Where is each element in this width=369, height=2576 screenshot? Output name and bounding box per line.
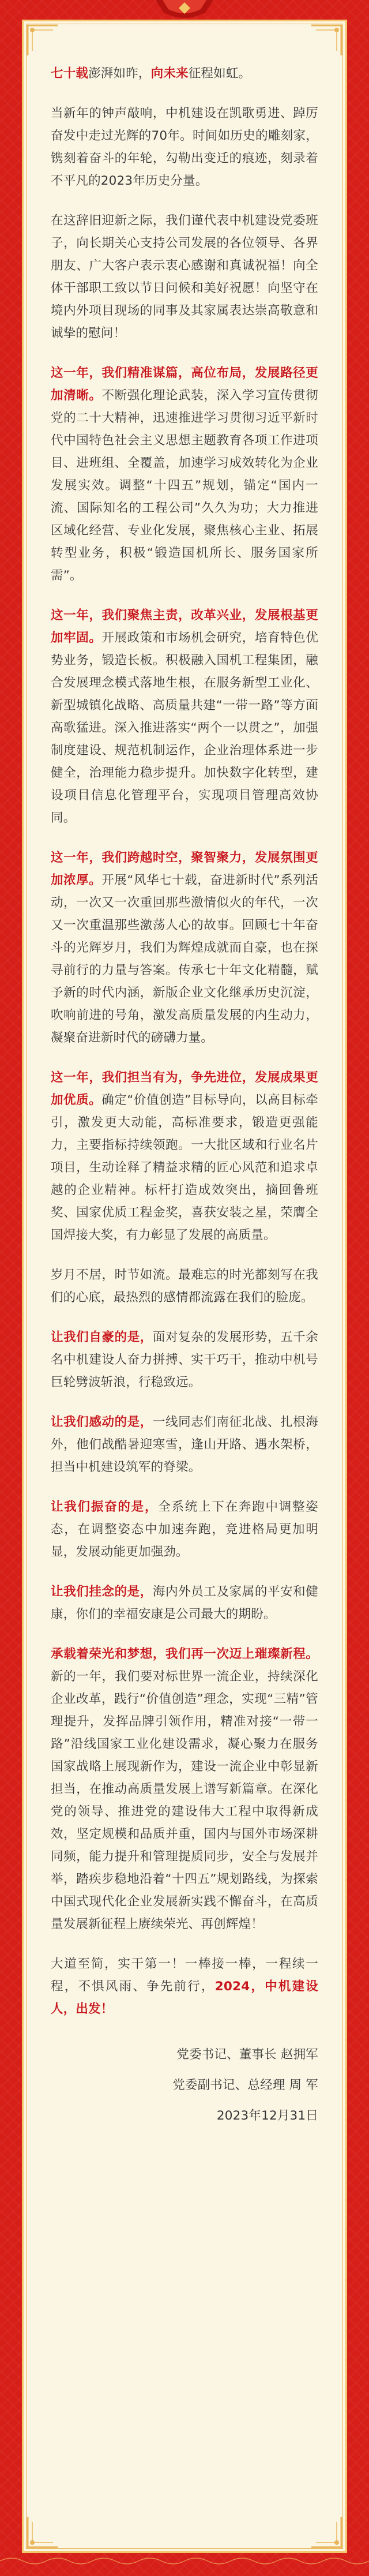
- closing-highlight: 2024，中机建设人，出发！: [51, 1979, 319, 2016]
- closing-paragraph: [51, 1953, 318, 2020]
- paragraph-lead: 承载着荣光和梦想，我们再一次迈上璀璨新程。: [51, 1647, 318, 1661]
- paragraph-body: 面对复杂的发展形势，五千余名中机建设人奋力拼搏、实干巧干，推动中机号巨轮劈波斩浪，行稳致远。: [51, 1330, 318, 1390]
- corner-ornament-icon: [309, 2515, 344, 2549]
- corner-ornament-icon: [25, 2515, 60, 2549]
- paragraph-lead: 让我们挂念的是，: [51, 1585, 153, 1599]
- opening-line: [51, 62, 318, 85]
- body-text: 征程如虹。: [188, 66, 251, 81]
- corner-ornament-icon: [25, 23, 60, 58]
- paragraph-lead: 这一年，我们精准谋篇，高位布局，发展路径更加清晰。: [51, 366, 318, 403]
- paragraph-lead: 这一年，我们担当有为，争先进位，发展成果更加优质。: [51, 1070, 318, 1107]
- paragraph-body: 海内外员工及家属的平安和健康，你们的幸福安康是公司最大的期盼。: [51, 1585, 318, 1622]
- paragraph-lead: 这一年，我们跨越时空，聚智聚力，发展氛围更加浓厚。: [51, 851, 318, 888]
- signatory-general-manager: 党委副书记、总经理 周 军: [172, 2078, 318, 2092]
- paragraph-lead: 这一年，我们聚焦主责，改革兴业，发展根基更加牢固。: [51, 608, 318, 645]
- paragraph: 在这辞旧迎新之际，我们谨代表中机建设党委班子，向长期关心支持公司发展的各位领导、各界朋友、广大客户表示衷心感谢和真诚祝福！向全体干部职工致以节日问候和美好祝愿！向坚守在境内外项目现场的同事及其家属表达崇高敬意和诚挚的慰问！: [51, 214, 318, 340]
- paragraph-body: 开展“风华七十载，奋进新时代”系列活动，一次又一次重回那些激情似火的年代，一次又一次重温那些激荡人心的故事。回顾七十年奋斗的光辉岁月，我们为辉煌成就而自豪，也在探寻前行的力量与答案。传承七十年文化精髓，赋予新的时代内涵，新版企业文化继承历史沉淀，吹响前进的号角，激发高质量发展的内生动力，凝聚奋进新时代的磅礴力量。: [51, 873, 318, 1045]
- paragraph: [51, 1643, 318, 1935]
- paragraph: 当新年的钟声敲响，中机建设在凯歌勇进、踔厉奋发中走过光辉的70年。时间如历史的雕刻家，镌刻着奋斗的年轮，勾勒出变迁的痕迹，刻录着不平凡的2023年历史分量。: [51, 106, 318, 188]
- paragraph: 岁月不居，时节如流。最难忘的时光都刻写在我们的心底，最热烈的感情都流露在我们的脸庞。: [51, 1268, 318, 1305]
- paragraph-lead: 让我们自豪的是，: [51, 1330, 153, 1345]
- paragraph-lead: 让我们感动的是，: [51, 1415, 153, 1429]
- bottom-pattern-icon: [0, 2555, 369, 2567]
- paragraph: [51, 362, 318, 587]
- paragraph: [51, 1326, 318, 1394]
- signature-block: [51, 2043, 318, 2127]
- paragraph-body: 一线同志们南征北战、扎根海外，他们战酷暑迎寒雪，逢山开路、遇水架桥，担当中机建设筑军的脊梁。: [51, 1415, 318, 1474]
- paragraph: [51, 847, 318, 1049]
- letter-content: [51, 62, 318, 2135]
- corner-ornament-icon: [309, 23, 344, 58]
- paragraph: [51, 1411, 318, 1478]
- paragraph-body: 确定“价值创造”目标导向，以高目标牵引，激发更大动能，高标准要求，锻造更强能力，主要指标持续领跑。一大批区域和行业名片项目，生动诠释了精益求精的匠心风范和追求卓越的企业精神。标杆打造成效突出，摘回鲁班奖、国家优质工程金奖，喜获安装之星，荣膺全国焊接大奖，有力彰显了发展的高质量。: [51, 1093, 318, 1242]
- top-ornament-icon: [150, 0, 219, 20]
- paragraph-lead: 让我们振奋的是，: [51, 1500, 159, 1514]
- highlight-text: 向未来: [150, 66, 189, 81]
- signatory-chairman: 党委书记、董事长 赵拥军: [176, 2047, 318, 2062]
- highlight-text: 七十载: [51, 66, 89, 81]
- paragraph: [51, 1066, 318, 1246]
- letter-paper: [22, 20, 347, 2553]
- paragraph-body: 新的一年，我们要对标世界一流企业，持续深化企业改革，践行“价值创造”理念，实现“三精”管理提升，发挥品牌引领作用，精准对接“一带一路”沿线国家工业化建设需求，凝心聚力在服务国家战略上展现新作为，建设一流企业中彰显新担当，在推动高质量发展上谱写新篇章。在深化党的领导、推进党的建设伟大工程中取得新成效，坚定规模和品质并重，国内与国外市场深耕同频，能力提升和管理提质同步，安全与发展并举，踏疾步稳地沿着“十四五”规划路线，为探索中国式现代化企业发展新实践不懈奋斗，在高质量发展新征程上赓续荣光、再创辉煌！: [51, 1669, 318, 1931]
- paragraph-body: 开展政策和市场机会研究，培育特色优势业务，锻造长板。积极融入国机工程集团，融合发展理念模式落地生根，在服务新型工业化、新型城镇化战略、高质量共建“一带一路”等方面高歌猛进。深入推进落实“两个一以贯之”，加强制度建设、规范机制运作，企业治理体系进一步健全，治理能力稳步提升。加快数字化转型，建设项目信息化管理平台，实现项目管理高效协同。: [51, 631, 318, 825]
- paragraph: [51, 604, 318, 829]
- paragraph-body: 全系统上下在奔跑中调整姿态，在调整姿态中加速奔跑，竞进格局更加明显，发展动能更加强劲。: [51, 1500, 318, 1559]
- paragraph: [51, 1496, 318, 1563]
- body-text: 澎湃如昨，: [88, 66, 151, 81]
- paragraph: [51, 1581, 318, 1626]
- signature-date: 2023年12月31日: [216, 2109, 318, 2123]
- paragraph-body: 大道至简，实干第一！一棒接一棒，一程续一程，不惧风雨、争先前行，: [51, 1957, 318, 1994]
- paragraph-body: 不断强化理论武装，深入学习宣传贯彻党的二十大精神，迅速推进学习贯彻习近平新时代中国特色社会主义思想主题教育各项工作进项目、进班组、全覆盖，加速学习成效转化为企业发展实效。调整“十四五”规划，锚定“国内一流、国际知名的工程公司”久久为功；大力推进区域化经营、专业化发展，聚焦核心主业、拓展转型业务，积极“锻造国机所长、服务国家所需”。: [51, 388, 318, 583]
